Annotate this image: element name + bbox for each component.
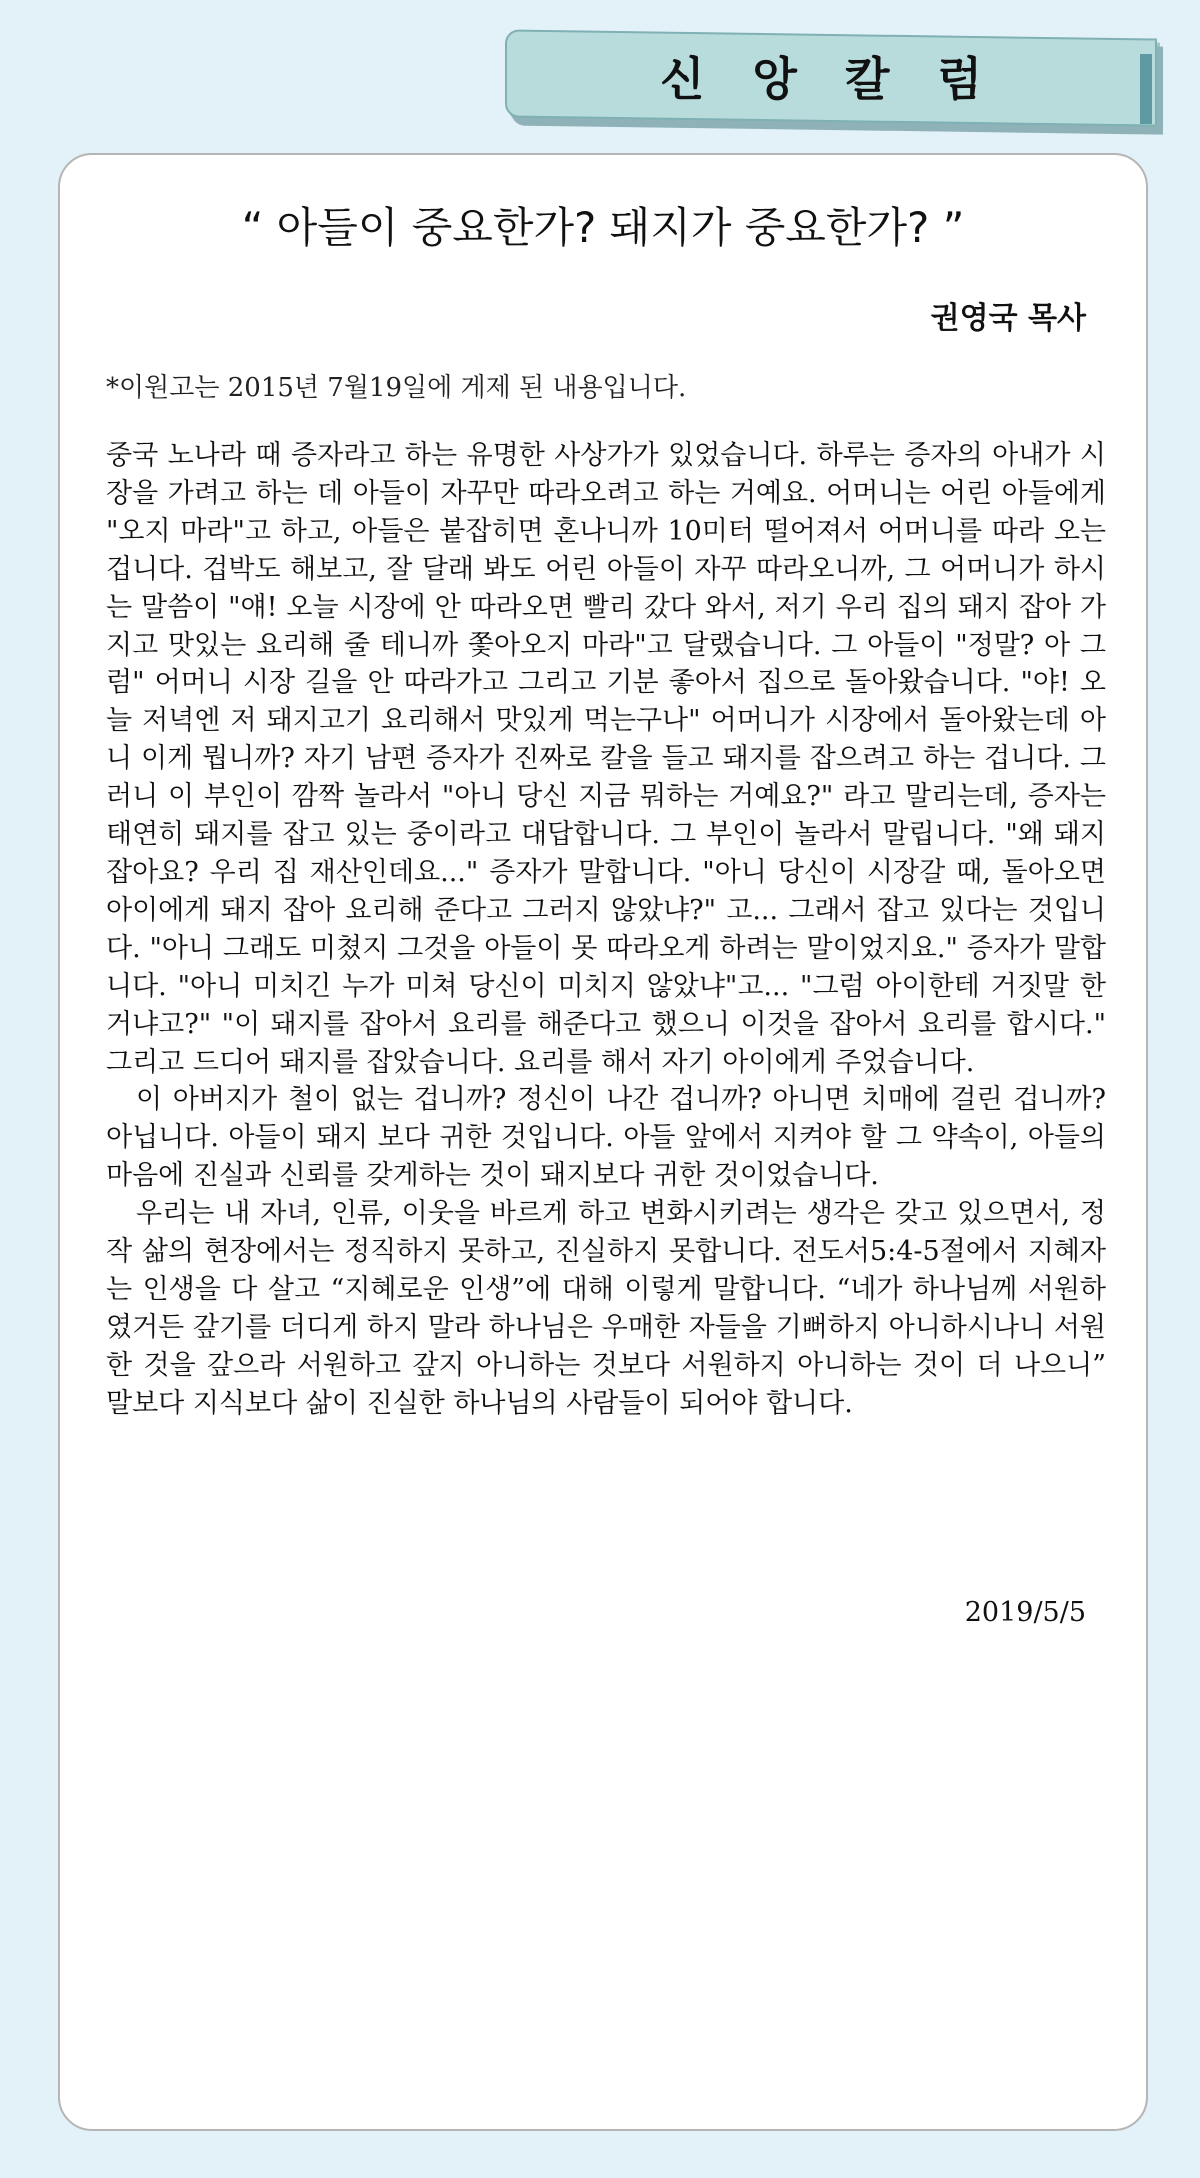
article-paragraph: 중국 노나라 때 증자라고 하는 유명한 사상가가 있었습니다. 하루는 증자의 아내가 시장을 가려고 하는 데 아들이 자꾸만 따라오려고 하는 거예요. 어머니는 어린 아들에게 "오지 마라"고 하고, 아들은 붙잡히면 혼나니까 10미터 떨어져서 어머니를 따라 오는 겁니다. 겁박도 해보고, 잘 달래 봐도 어린 아들이 자꾸 따라오니까, 그 어머니가 하시는 말씀이 "얘! 오늘 시장에 안 따라오면 빨리 갔다 와서, 저기 우리 집의 돼지 잡아 가지고 맛있는 요리해 줄 테니까 쫓아오지 마라"고 달랬습니다. 그 아들이 "정말? 아 그럼" 어머니 시장 길을 안 따라가고 그리고 기분 좋아서 집으로 돌아왔습니다. "야! 오늘 저녁엔 저 돼지고기 요리해서 맛있게 먹는구나" 어머니가 시장에서 돌아왔는데 아니 이게 뭡니까? 자기 남편 증자가 진짜로 칼을 들고 돼지를 잡으려고 하는 겁니다. 그러니 이 부인이 깜짝 놀라서 "아니 당신 지금 뭐하는 거예요?" 라고 말리는데, 증자는 태연히 돼지를 잡고 있는 중이라고 대답합니다. 그 부인이 놀라서 말립니다. "왜 돼지 잡아요? 우리 집 재산인데요..." 증자가 말합니다. "아니 당신이 시장갈 때, 돌아오면 아이에게 돼지 잡아 요리해 준다고 그러지 않았냐?" 고... 그래서 잡고 있다는 것입니다. "아니 그래도 미쳤지 그것을 아들이 못 따라오게 하려는 말이었지요." 증자가 말합니다. "아니 미치긴 누가 미쳐 당신이 미치지 않았냐"고... "그럼 아이한테 거짓말 한거냐고?" "이 돼지를 잡아서 요리를 해준다고 했으니 이것을 잡아서 요리를 합시다." 그리고 드디어 돼지를 잡았습니다. 요리를 해서 자기 아이에게 주었습니다. (106, 440, 1106, 1078)
article-title: “ 아들이 중요한가? 돼지가 중요한가? ” (241, 203, 965, 252)
section-header-title: 신 앙 칼 럼 (660, 52, 998, 106)
article-note: *이원고는 2015년 7월19일에 게제 된 내용입니다. (106, 373, 687, 403)
article-panel (58, 153, 1148, 2131)
article-body (106, 437, 1106, 1423)
article-paragraph: 우리는 내 자녀, 인류, 이웃을 바르게 하고 변화시키려는 생각은 갖고 있으면서, 정작 삶의 현장에서는 정직하지 못하고, 진실하지 못합니다. 전도서5:4-5절에서 지혜자는 인생을 다 살고 “지혜로운 인생”에 대해 이렇게 말합니다. “네가 하나님께 서원하였거든 갚기를 더디게 하지 말라 하나님은 우매한 자들을 기뻐하지 아니하시나니 서원한 것을 갚으라 서원하고 갚지 아니하는 것보다 서원하지 아니하는 것이 더 나으니” 말보다 지식보다 삶이 진실한 하나님의 사람들이 되어야 합니다. (106, 1198, 1106, 1419)
article-date: 2019/5/5 (964, 1597, 1086, 1628)
article-paragraph: 이 아버지가 철이 없는 겁니까? 정신이 나간 겁니까? 아니면 치매에 걸린 겁니까? 아닙니다. 아들이 돼지 보다 귀한 것입니다. 아들 앞에서 지켜야 할 그 약속이, 아들의 마음에 진실과 신뢰를 갖게하는 것이 돼지보다 귀한 것이었습니다. (106, 1084, 1106, 1192)
article-author: 권영국 목사 (930, 301, 1086, 336)
